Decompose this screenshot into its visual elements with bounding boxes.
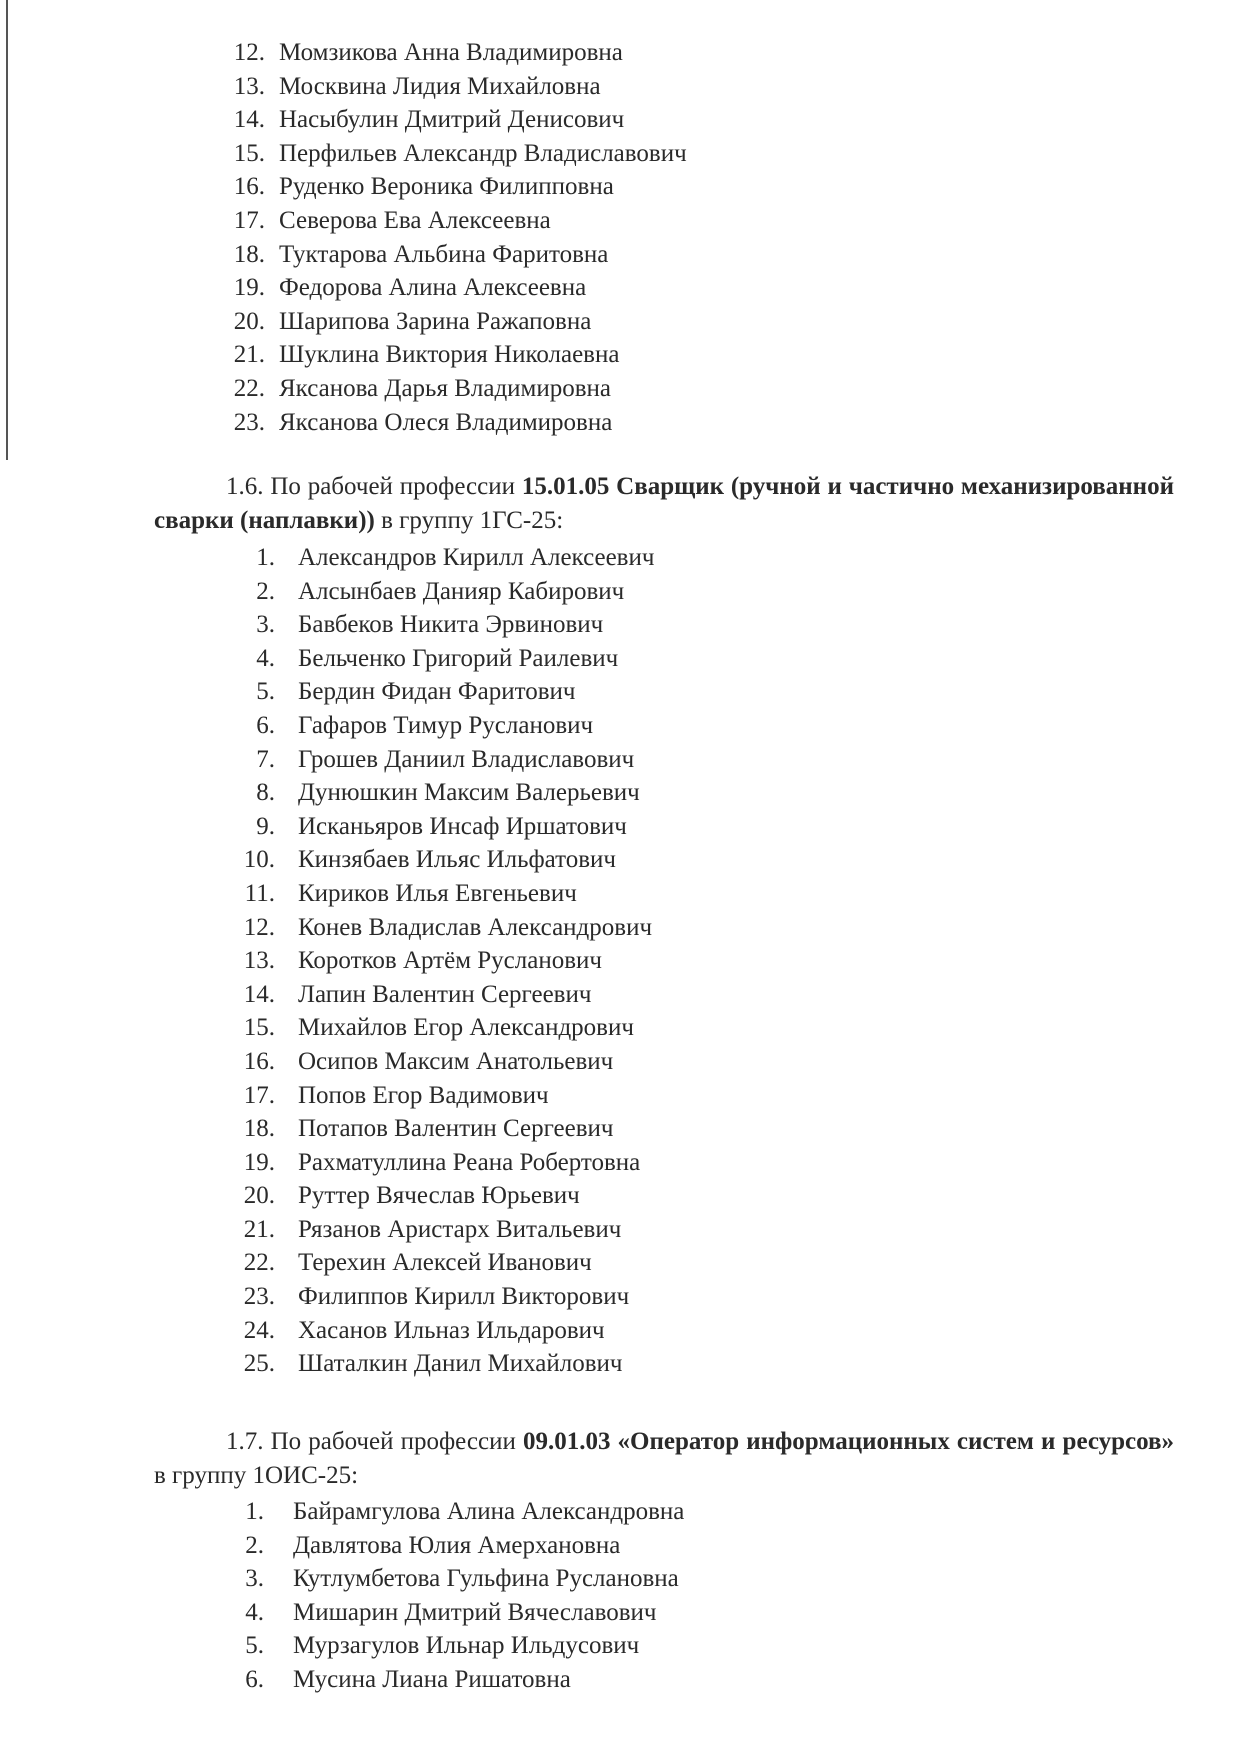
list-item-number: 18.	[243, 1115, 275, 1143]
student-name: Федорова Алина Алексеевна	[279, 274, 587, 302]
section-1-7-group: в группу 1ОИС-25:	[154, 1461, 359, 1489]
list-item-number: 6.	[245, 1665, 264, 1693]
list-item-number: 23.	[233, 408, 265, 436]
student-name: Руттер Вячеслав Юрьевич	[298, 1182, 580, 1210]
student-name: Гафаров Тимур Русланович	[298, 711, 594, 739]
list-item-number: 21.	[243, 1215, 275, 1243]
list-item-number: 10.	[243, 846, 275, 874]
section-1-6-prefix: 1.6. По рабочей профессии	[226, 473, 515, 500]
list-item-number: 6.	[256, 711, 275, 739]
list-item-number: 17.	[243, 1081, 275, 1109]
section-1-6-group: в группу 1ГС-25:	[381, 506, 564, 534]
student-name: Шуклина Виктория Николаевна	[279, 341, 620, 369]
student-name: Кинзябаев Ильяс Ильфатович	[298, 846, 616, 874]
list-item-number: 12.	[243, 913, 275, 941]
student-name: Дунюшкин Максим Валерьевич	[298, 779, 640, 807]
list-item-number: 24.	[243, 1316, 275, 1344]
student-name: Исканьяров Инсаф Иршатович	[298, 812, 627, 840]
student-name: Грошев Даниил Владиславович	[298, 745, 635, 773]
list-item-number: 13.	[243, 947, 275, 975]
student-name: Руденко Вероника Филипповна	[279, 173, 614, 201]
student-name: Шаталкин Данил Михайлович	[298, 1350, 623, 1378]
section-1-7-prefix: 1.7. По рабочей профессии	[226, 1428, 516, 1455]
list-item-number: 1.	[245, 1498, 264, 1525]
student-name: Бельченко Григорий Раилевич	[298, 644, 619, 672]
student-name: Филиппов Кирилл Викторович	[298, 1283, 630, 1311]
list-item-number: 16.	[233, 173, 265, 201]
list-item-number: 2.	[256, 577, 275, 605]
student-name: Бавбеков Никита Эрвинович	[298, 611, 604, 639]
list-item-number: 11.	[244, 879, 275, 907]
list-item-number: 3.	[245, 1565, 264, 1593]
student-name: Лапин Валентин Сергеевич	[298, 980, 592, 1008]
student-name: Мурзагулов Ильнар Ильдусович	[293, 1632, 640, 1660]
list-item-number: 1.	[256, 544, 275, 571]
student-name: Бердин Фидан Фаритович	[298, 678, 576, 706]
list-item-number: 5.	[245, 1632, 264, 1660]
student-name: Осипов Максим Анатольевич	[298, 1047, 614, 1075]
list-item-number: 14.	[243, 980, 275, 1008]
student-name: Яксанова Дарья Владимировна	[279, 374, 612, 402]
student-name: Мусина Лиана Ришатовна	[293, 1665, 571, 1693]
student-name: Москвина Лидия Михайловна	[279, 72, 601, 100]
student-name: Мишарин Дмитрий Вячеславович	[293, 1598, 657, 1626]
list-item-number: 8.	[256, 779, 275, 807]
list-item-number: 14.	[233, 106, 265, 134]
student-name: Алсынбаев Данияр Кабирович	[298, 577, 625, 605]
list-item-number: 19.	[233, 274, 265, 302]
student-name: Северова Ева Алексеевна	[279, 206, 551, 234]
section-1-6-heading	[154, 470, 1174, 537]
scan-edge-line	[6, 0, 8, 460]
student-name: Момзикова Анна Владимировна	[279, 39, 623, 66]
student-name: Перфильев Александр Владиславович	[279, 139, 687, 167]
student-name: Кириков Илья Евгеньевич	[298, 879, 577, 907]
list-item-number: 17.	[233, 206, 265, 234]
student-name: Потапов Валентин Сергеевич	[298, 1115, 614, 1143]
student-name: Байрамгулова Алина Александровна	[293, 1498, 685, 1525]
list-item-number: 20.	[233, 307, 265, 335]
list-item-number: 4.	[256, 644, 275, 672]
list-item-number: 19.	[243, 1148, 275, 1176]
list-item-number: 23.	[243, 1283, 275, 1311]
student-name: Терехин Алексей Иванович	[298, 1249, 592, 1277]
student-name: Яксанова Олеся Владимировна	[279, 408, 613, 436]
list-item-number: 21.	[233, 341, 265, 369]
list-item-number: 22.	[233, 374, 265, 402]
list-item-number: 20.	[243, 1182, 275, 1210]
list-item-number: 2.	[245, 1531, 264, 1559]
list-item-number: 16.	[243, 1047, 275, 1075]
list-item-number: 9.	[256, 812, 275, 840]
section-1-7-profession: 09.01.03 «Оператор информационных систем и ресурсов»	[522, 1428, 1174, 1455]
list-item-number: 12.	[233, 39, 265, 66]
student-name: Конев Владислав Александрович	[298, 913, 653, 941]
list-item-number: 13.	[233, 72, 265, 100]
list-item-number: 22.	[243, 1249, 275, 1277]
student-name: Туктарова Альбина Фаритовна	[279, 240, 609, 268]
list-item-number: 15.	[243, 1014, 275, 1042]
student-name: Попов Егор Вадимович	[298, 1081, 549, 1109]
student-name: Александров Кирилл Алексеевич	[298, 544, 655, 571]
student-name: Шарипова Зарина Ражаповна	[279, 307, 592, 335]
student-name: Хасанов Ильназ Ильдарович	[298, 1316, 605, 1344]
student-name: Рахматуллина Реана Робертовна	[298, 1148, 641, 1176]
list-item-number: 18.	[233, 240, 265, 268]
list-item-number: 15.	[233, 139, 265, 167]
student-name: Рязанов Аристарх Витальевич	[298, 1215, 622, 1243]
list-item-number: 5.	[256, 678, 275, 706]
list-item-number: 3.	[256, 611, 275, 639]
student-name: Коротков Артём Русланович	[298, 947, 602, 975]
list-item-number: 7.	[256, 745, 275, 773]
list-item-number: 25.	[243, 1350, 275, 1378]
section-1-7-heading	[154, 1425, 1174, 1492]
list-item-number: 4.	[245, 1598, 264, 1626]
section-1-6-profession: 15.01.05 Сварщик (ручной и частично механизированной сварки (наплавки))	[154, 473, 1174, 534]
student-name: Кутлумбетова Гульфина Руслановна	[293, 1565, 679, 1593]
student-name: Насыбулин Дмитрий Денисович	[279, 106, 625, 134]
student-name: Михайлов Егор Александрович	[298, 1014, 634, 1042]
student-name: Давлятова Юлия Амерхановна	[293, 1531, 621, 1559]
